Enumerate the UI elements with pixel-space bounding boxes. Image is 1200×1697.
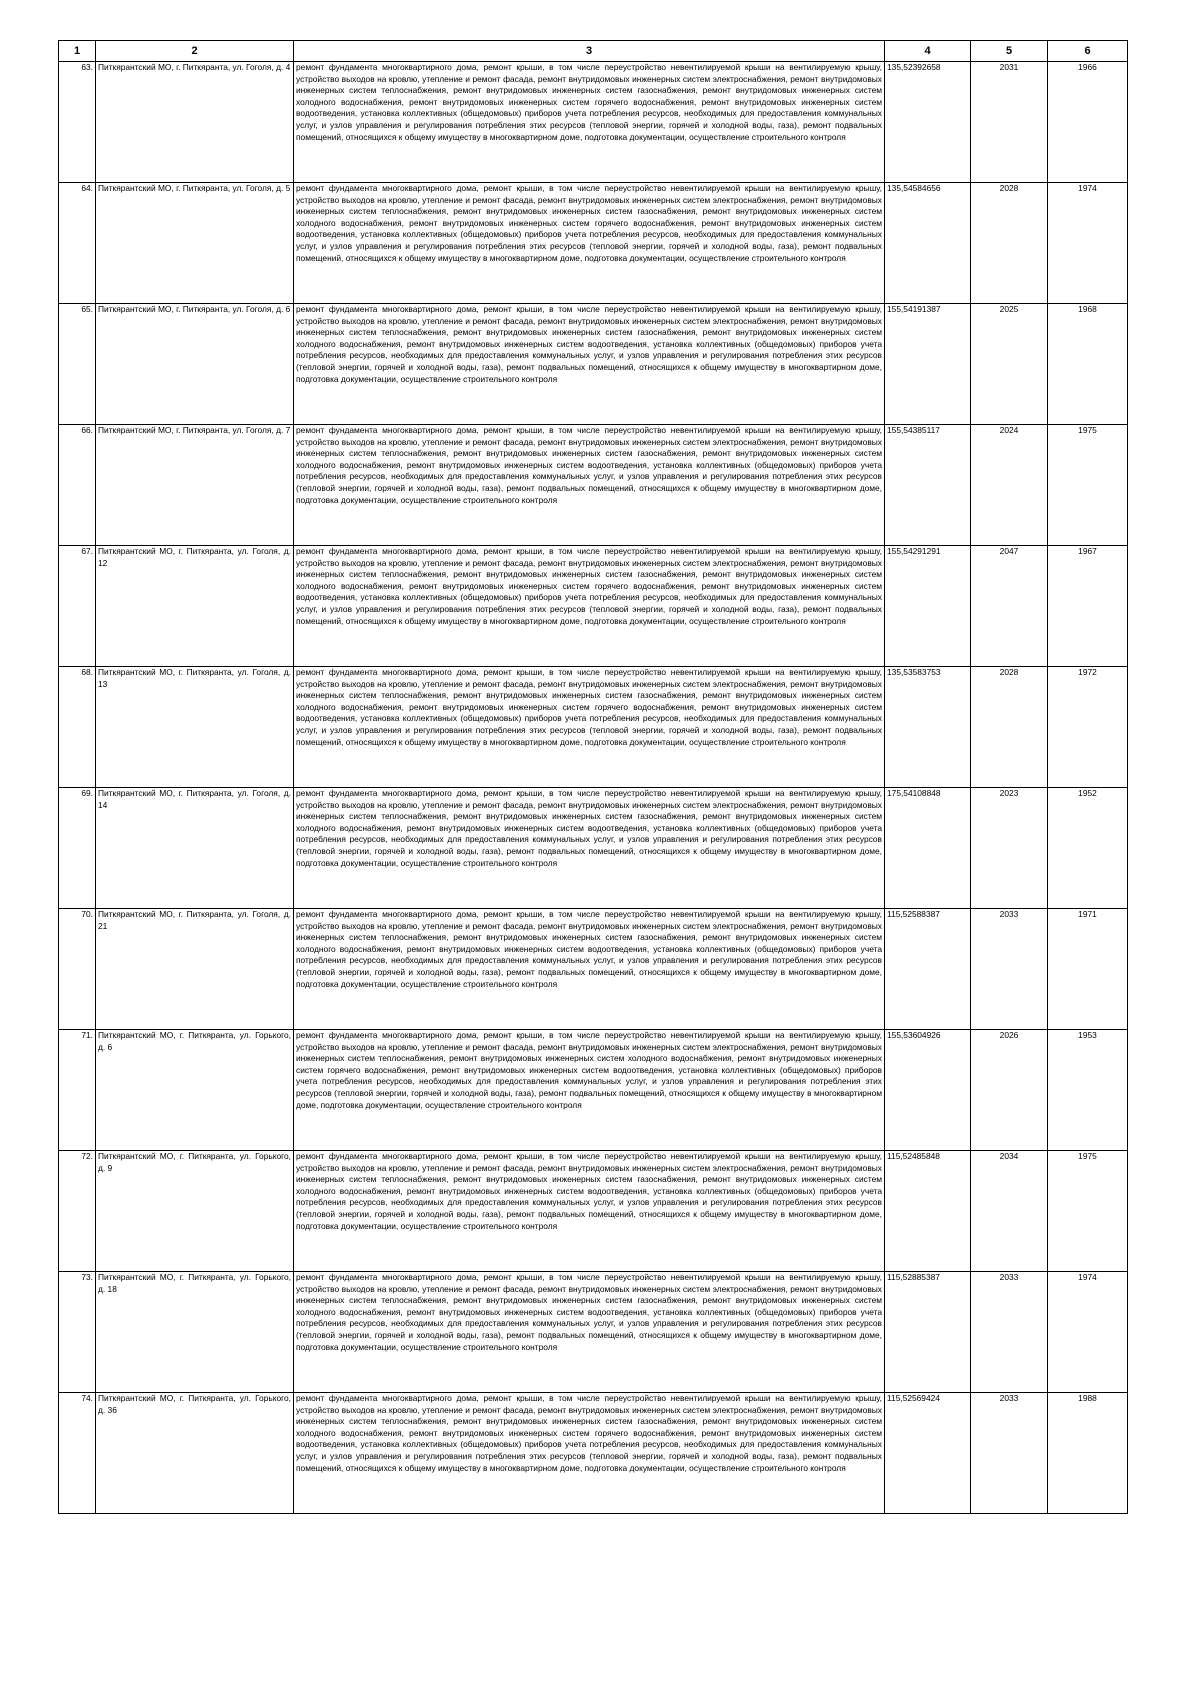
planned-year: 2047	[971, 546, 1048, 667]
repair-works: ремонт фундамента многоквартирного дома, ремонт крыши, в том числе переустройство невентилируемой крыши на вентилируемую крышу, устройство выходов на кровлю, утепление и ремонт фасада, ремонт внутридомовых инженерных систем электроснабжения, ремонт внутридомовых инженерных систем теплоснабжения, ремонт внутридомовых инженерных систем газоснабжения, ремонт внутридомовых инженерных систем холодного водоснабжения, ремонт внутридомовых инженерных систем водоотведения, установка коллективных (общедомовых) приборов учета потребления ресурсов, необходимых для предоставления коммунальных услуг, и узлов управления и регулирования потребления этих ресурсов (тепловой энергии, горячей и холодной воды, газа), ремонт подвальных помещений, относящихся к общему имуществу в многоквартирном доме, подготовка документации, осуществление строительного контроля	[294, 1272, 885, 1393]
construction-year: 1952	[1048, 788, 1128, 909]
construction-year: 1975	[1048, 1151, 1128, 1272]
row-number: 67.	[59, 546, 96, 667]
repair-works: ремонт фундамента многоквартирного дома, ремонт крыши, в том числе переустройство невентилируемой крыши на вентилируемую крышу, устройство выходов на кровлю, утепление и ремонт фасада, ремонт внутридомовых инженерных систем электроснабжения, ремонт внутридомовых инженерных систем теплоснабжения, ремонт внутридомовых инженерных систем газоснабжения, ремонт внутридомовых инженерных систем холодного водоснабжения, ремонт внутридомовых инженерных систем водоотведения, установка коллективных (общедомовых) приборов учета потребления ресурсов, необходимых для предоставления коммунальных услуг, и узлов управления и регулирования потребления этих ресурсов (тепловой энергии, горячей и холодной воды, газа), ремонт подвальных помещений, относящихся к общему имуществу в многоквартирном доме, подготовка документации, осуществление строительного контроля	[294, 304, 885, 425]
column-header-6: 6	[1048, 41, 1128, 62]
repair-works: ремонт фундамента многоквартирного дома, ремонт крыши, в том числе переустройство невентилируемой крыши на вентилируемую крышу, устройство выходов на кровлю, утепление и ремонт фасада, ремонт внутридомовых инженерных систем электроснабжения, ремонт внутридомовых инженерных систем теплоснабжения, ремонт внутридомовых инженерных систем газоснабжения, ремонт внутридомовых инженерных систем холодного водоснабжения, ремонт внутридомовых инженерных систем водоотведения, установка коллективных (общедомовых) приборов учета потребления ресурсов, необходимых для предоставления коммунальных услуг, и узлов управления и регулирования потребления этих ресурсов (тепловой энергии, горячей и холодной воды, газа), ремонт подвальных помещений, относящихся к общему имуществу в многоквартирном доме, подготовка документации, осуществление строительного контроля	[294, 425, 885, 546]
header-row	[59, 41, 1128, 62]
table-row	[59, 788, 1128, 909]
planned-year: 2024	[971, 425, 1048, 546]
planned-year: 2023	[971, 788, 1048, 909]
planned-year: 2028	[971, 183, 1048, 304]
column-header-5: 5	[971, 41, 1048, 62]
building-address: Питкярантский МО, г. Питкяранта, ул. Горького, д. 18	[96, 1272, 294, 1393]
planned-year: 2033	[971, 909, 1048, 1030]
building-address: Питкярантский МО, г. Питкяранта, ул. Гоголя, д. 7	[96, 425, 294, 546]
construction-year: 1968	[1048, 304, 1128, 425]
row-number: 74.	[59, 1393, 96, 1514]
table-row	[59, 667, 1128, 788]
repair-cost: 135,53583753	[885, 667, 971, 788]
row-number: 71.	[59, 1030, 96, 1151]
table-row	[59, 1272, 1128, 1393]
table-row	[59, 909, 1128, 1030]
building-address: Питкярантский МО, г. Питкяранта, ул. Горького, д. 36	[96, 1393, 294, 1514]
construction-year: 1953	[1048, 1030, 1128, 1151]
construction-year: 1967	[1048, 546, 1128, 667]
row-number: 64.	[59, 183, 96, 304]
column-header-1: 1	[59, 41, 96, 62]
construction-year: 1988	[1048, 1393, 1128, 1514]
building-address: Питкярантский МО, г. Питкяранта, ул. Гоголя, д. 13	[96, 667, 294, 788]
planned-year: 2034	[971, 1151, 1048, 1272]
repair-cost: 115,52569424	[885, 1393, 971, 1514]
construction-year: 1974	[1048, 183, 1128, 304]
repair-cost: 115,52485848	[885, 1151, 971, 1272]
row-number: 66.	[59, 425, 96, 546]
repair-cost: 115,52885387	[885, 1272, 971, 1393]
table-row	[59, 1030, 1128, 1151]
repair-program-table	[58, 40, 1128, 1514]
repair-cost: 155,54291291	[885, 546, 971, 667]
row-number: 69.	[59, 788, 96, 909]
repair-cost: 155,54191387	[885, 304, 971, 425]
repair-cost: 135,52392658	[885, 62, 971, 183]
column-header-2: 2	[96, 41, 294, 62]
repair-works: ремонт фундамента многоквартирного дома, ремонт крыши, в том числе переустройство невентилируемой крыши на вентилируемую крышу, устройство выходов на кровлю, утепление и ремонт фасада, ремонт внутридомовых инженерных систем электроснабжения, ремонт внутридомовых инженерных систем теплоснабжения, ремонт внутридомовых инженерных систем газоснабжения, ремонт внутридомовых инженерных систем холодного водоснабжения, ремонт внутридомовых инженерных систем горячего водоснабжения, ремонт внутридомовых инженерных систем водоотведения, установка коллективных (общедомовых) приборов учета потребления ресурсов, необходимых для предоставления коммунальных услуг, и узлов управления и регулирования потребления этих ресурсов (тепловой энергии, горячей и холодной воды, газа), ремонт подвальных помещений, относящихся к общему имуществу в многоквартирном доме, подготовка документации, осуществление строительного контроля	[294, 62, 885, 183]
planned-year: 2025	[971, 304, 1048, 425]
repair-works: ремонт фундамента многоквартирного дома, ремонт крыши, в том числе переустройство невентилируемой крыши на вентилируемую крышу, устройство выходов на кровлю, утепление и ремонт фасада, ремонт внутридомовых инженерных систем электроснабжения, ремонт внутридомовых инженерных систем теплоснабжения, ремонт внутридомовых инженерных систем газоснабжения, ремонт внутридомовых инженерных систем холодного водоснабжения, ремонт внутридомовых инженерных систем водоотведения, установка коллективных (общедомовых) приборов учета потребления ресурсов, необходимых для предоставления коммунальных услуг, и узлов управления и регулирования потребления этих ресурсов (тепловой энергии, горячей и холодной воды, газа), ремонт подвальных помещений, относящихся к общему имуществу в многоквартирном доме, подготовка документации, осуществление строительного контроля	[294, 909, 885, 1030]
planned-year: 2031	[971, 62, 1048, 183]
building-address: Питкярантский МО, г. Питкяранта, ул. Горького, д. 6	[96, 1030, 294, 1151]
table-row	[59, 62, 1128, 183]
planned-year: 2033	[971, 1272, 1048, 1393]
column-header-4: 4	[885, 41, 971, 62]
row-number: 70.	[59, 909, 96, 1030]
repair-works: ремонт фундамента многоквартирного дома, ремонт крыши, в том числе переустройство невентилируемой крыши на вентилируемую крышу, устройство выходов на кровлю, утепление и ремонт фасада, ремонт внутридомовых инженерных систем электроснабжения, ремонт внутридомовых инженерных систем теплоснабжения, ремонт внутридомовых инженерных систем газоснабжения, ремонт внутридомовых инженерных систем холодного водоснабжения, ремонт внутридомовых инженерных систем горячего водоснабжения, ремонт внутридомовых инженерных систем водоотведения, установка коллективных (общедомовых) приборов учета потребления ресурсов, необходимых для предоставления коммунальных услуг, и узлов управления и регулирования потребления этих ресурсов (тепловой энергии, горячей и холодной воды, газа), ремонт подвальных помещений, относящихся к общему имуществу в многоквартирном доме, подготовка документации, осуществление строительного контроля	[294, 1393, 885, 1514]
repair-works: ремонт фундамента многоквартирного дома, ремонт крыши, в том числе переустройство невентилируемой крыши на вентилируемую крышу, устройство выходов на кровлю, утепление и ремонт фасада, ремонт внутридомовых инженерных систем электроснабжения, ремонт внутридомовых инженерных систем теплоснабжения, ремонт внутридомовых инженерных систем газоснабжения, ремонт внутридомовых инженерных систем холодного водоснабжения, ремонт внутридомовых инженерных систем горячего водоснабжения, ремонт внутридомовых инженерных систем водоотведения, установка коллективных (общедомовых) приборов учета потребления ресурсов, необходимых для предоставления коммунальных услуг, и узлов управления и регулирования потребления этих ресурсов (тепловой энергии, горячей и холодной воды, газа), ремонт подвальных помещений, относящихся к общему имуществу в многоквартирном доме, подготовка документации, осуществление строительного контроля	[294, 546, 885, 667]
table-row	[59, 546, 1128, 667]
repair-cost: 135,54584656	[885, 183, 971, 304]
table-row	[59, 1393, 1128, 1514]
table-row	[59, 425, 1128, 546]
row-number: 68.	[59, 667, 96, 788]
column-header-3: 3	[294, 41, 885, 62]
table-row	[59, 1151, 1128, 1272]
row-number: 63.	[59, 62, 96, 183]
repair-works: ремонт фундамента многоквартирного дома, ремонт крыши, в том числе переустройство невентилируемой крыши на вентилируемую крышу, устройство выходов на кровлю, утепление и ремонт фасада, ремонт внутридомовых инженерных систем электроснабжения, ремонт внутридомовых инженерных систем теплоснабжения, ремонт внутридомовых инженерных систем газоснабжения, ремонт внутридомовых инженерных систем холодного водоснабжения, ремонт внутридомовых инженерных систем водоотведения, установка коллективных (общедомовых) приборов учета потребления ресурсов, необходимых для предоставления коммунальных услуг, и узлов управления и регулирования потребления этих ресурсов (тепловой энергии, горячей и холодной воды, газа), ремонт подвальных помещений, относящихся к общему имуществу в многоквартирном доме, подготовка документации, осуществление строительного контроля	[294, 788, 885, 909]
table-row	[59, 304, 1128, 425]
building-address: Питкярантский МО, г. Питкяранта, ул. Гоголя, д. 6	[96, 304, 294, 425]
building-address: Питкярантский МО, г. Питкяранта, ул. Горького, д. 9	[96, 1151, 294, 1272]
building-address: Питкярантский МО, г. Питкяранта, ул. Гоголя, д. 4	[96, 62, 294, 183]
building-address: Питкярантский МО, г. Питкяранта, ул. Гоголя, д. 5	[96, 183, 294, 304]
building-address: Питкярантский МО, г. Питкяранта, ул. Гоголя, д. 14	[96, 788, 294, 909]
table-row	[59, 183, 1128, 304]
planned-year: 2026	[971, 1030, 1048, 1151]
repair-cost: 175,54108848	[885, 788, 971, 909]
construction-year: 1975	[1048, 425, 1128, 546]
row-number: 72.	[59, 1151, 96, 1272]
building-address: Питкярантский МО, г. Питкяранта, ул. Гоголя, д. 12	[96, 546, 294, 667]
repair-cost: 155,54385117	[885, 425, 971, 546]
construction-year: 1972	[1048, 667, 1128, 788]
planned-year: 2028	[971, 667, 1048, 788]
construction-year: 1971	[1048, 909, 1128, 1030]
repair-works: ремонт фундамента многоквартирного дома, ремонт крыши, в том числе переустройство невентилируемой крыши на вентилируемую крышу, устройство выходов на кровлю, утепление и ремонт фасада, ремонт внутридомовых инженерных систем электроснабжения, ремонт внутридомовых инженерных систем теплоснабжения, ремонт внутридомовых инженерных систем газоснабжения, ремонт внутридомовых инженерных систем холодного водоснабжения, ремонт внутридомовых инженерных систем горячего водоснабжения, ремонт внутридомовых инженерных систем водоотведения, установка коллективных (общедомовых) приборов учета потребления ресурсов, необходимых для предоставления коммунальных услуг, и узлов управления и регулирования потребления этих ресурсов (тепловой энергии, горячей и холодной воды, газа), ремонт подвальных помещений, относящихся к общему имуществу в многоквартирном доме, подготовка документации, осуществление строительного контроля	[294, 667, 885, 788]
repair-cost: 155,53604926	[885, 1030, 971, 1151]
construction-year: 1974	[1048, 1272, 1128, 1393]
repair-cost: 115,52588387	[885, 909, 971, 1030]
row-number: 73.	[59, 1272, 96, 1393]
building-address: Питкярантский МО, г. Питкяранта, ул. Гоголя, д. 21	[96, 909, 294, 1030]
planned-year: 2033	[971, 1393, 1048, 1514]
repair-works: ремонт фундамента многоквартирного дома, ремонт крыши, в том числе переустройство невентилируемой крыши на вентилируемую крышу, устройство выходов на кровлю, утепление и ремонт фасада, ремонт внутридомовых инженерных систем электроснабжения, ремонт внутридомовых инженерных систем теплоснабжения, ремонт внутридомовых инженерных систем газоснабжения, ремонт внутридомовых инженерных систем холодного водоснабжения, ремонт внутридомовых инженерных систем горячего водоснабжения, ремонт внутридомовых инженерных систем водоотведения, установка коллективных (общедомовых) приборов учета потребления ресурсов, необходимых для предоставления коммунальных услуг, и узлов управления и регулирования потребления этих ресурсов (тепловой энергии, горячей и холодной воды, газа), ремонт подвальных помещений, относящихся к общему имуществу в многоквартирном доме, подготовка документации, осуществление строительного контроля	[294, 183, 885, 304]
row-number: 65.	[59, 304, 96, 425]
repair-works: ремонт фундамента многоквартирного дома, ремонт крыши, в том числе переустройство невентилируемой крыши на вентилируемую крышу, устройство выходов на кровлю, утепление и ремонт фасада, ремонт внутридомовых инженерных систем электроснабжения, ремонт внутридомовых инженерных систем теплоснабжения, ремонт внутридомовых инженерных систем газоснабжения, ремонт внутридомовых инженерных систем холодного водоснабжения, ремонт внутридомовых инженерных систем водоотведения, установка коллективных (общедомовых) приборов учета потребления ресурсов, необходимых для предоставления коммунальных услуг, и узлов управления и регулирования потребления этих ресурсов (тепловой энергии, горячей и холодной воды, газа), ремонт подвальных помещений, относящихся к общему имуществу в многоквартирном доме, подготовка документации, осуществление строительного контроля	[294, 1151, 885, 1272]
repair-works: ремонт фундамента многоквартирного дома, ремонт крыши, в том числе переустройство невентилируемой крыши на вентилируемую крышу, устройство выходов на кровлю, утепление и ремонт фасада, ремонт внутридомовых инженерных систем электроснабжения, ремонт внутридомовых инженерных систем теплоснабжения, ремонт внутридомовых инженерных систем холодного водоснабжения, ремонт внутридомовых инженерных систем горячего водоснабжения, ремонт внутридомовых инженерных систем водоотведения, установка коллективных (общедомовых) приборов учета потребления ресурсов, необходимых для предоставления коммунальных услуг, и узлов управления и регулирования потребления этих ресурсов (тепловой энергии, горячей и холодной воды, газа), ремонт подвальных помещений, относящихся к общему имуществу в многоквартирном доме, подготовка документации, осуществление строительного контроля	[294, 1030, 885, 1151]
construction-year: 1966	[1048, 62, 1128, 183]
